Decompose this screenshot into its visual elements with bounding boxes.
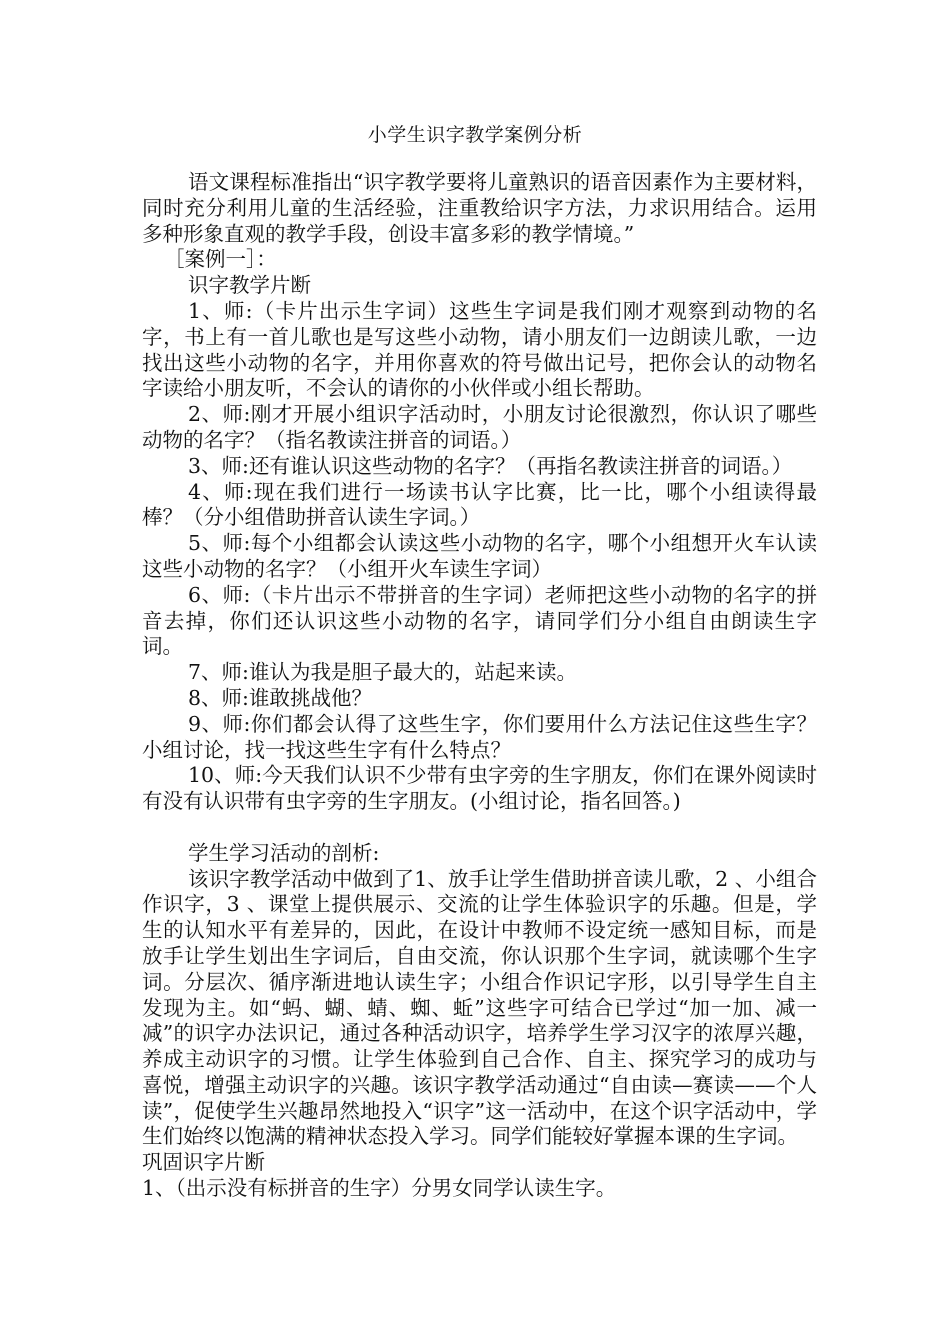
section-heading: 巩固识字片断	[142, 1150, 265, 1175]
list-item: 6、师:（卡片出示不带拼音的生字词）老师把这些小动物的名字的拼音去掉，你们还认识这些小动物的名字，请同学们分小组自由朗读生字词。	[142, 582, 817, 659]
analysis-paragraph: 该识字教学活动中做到了1、放手让学生借助拼音读儿歌，2 、小组合作识字，3 、课堂上提供展示、交流的让学生体验识字的乐趣。但是，学生的认知水平有差异的，因此，在设计中教师不设定统一感知目标，而是放手让学生划出生字词后，自由交流，你认识那个生字词，就读哪个生字词。分层次、循序渐进地认读生字；小组合作识记字形，以引导学生自主发现为主。如“蚂、蝴、蜻、蜘、蚯”这些字可结合已学过“加一加、减一减”的识字办法识记，通过各种活动识字，培养学生学习汉字的浓厚兴趣，养成主动识字的习惯。让学生体验到自己合作、自主、探究学习的成功与喜悦，增强主动识字的兴趣。该识字教学活动通过“自由读—赛读——个人读”，促使学生兴趣昂然地投入“识字”这一活动中，在这个识字活动中，学生们始终以饱满的精神状态投入学习。同学们能较好掌握本课的生字词。	[142, 866, 817, 1149]
list-item: 1、（出示没有标拼音的生字）分男女同学认读生字。	[142, 1176, 617, 1201]
blank-line	[142, 815, 817, 841]
case-heading: ［案例一］：	[164, 247, 277, 272]
section-heading: 识字教学片断	[188, 273, 311, 298]
list-item: 2、师:刚才开展小组识字活动时，小朋友讨论很激烈，你认识了哪些动物的名字？（指名教读注拼音的词语。）	[142, 402, 817, 452]
list-item: 5、师:每个小组都会认读这些小动物的名字，哪个小组想开火车认读这些小动物的名字？（小组开火车读生字词）	[142, 531, 817, 581]
list-item: 9、师:你们都会认得了这些生字，你们要用什么方法记住这些生字？小组讨论，找一找这些生字有什么特点？	[142, 711, 817, 762]
intro-paragraph: 语文课程标准指出“识字教学要将儿童熟识的语音因素作为主要材料，同时充分利用儿童的生活经验，注重教给识字方法，力求识用结合。运用多种形象直观的教学手段，创设丰富多彩的教学情境。”	[142, 170, 817, 246]
list-item: 8、师:谁敢挑战他？	[188, 685, 372, 710]
section-heading: 学生学习活动的剖析:	[188, 840, 380, 865]
document-body	[142, 170, 817, 1202]
page-title: 小学生识字教学案例分析	[367, 124, 583, 146]
list-item: 4、师:现在我们进行一场读书认字比赛，比一比，哪个小组读得最棒？（分小组借助拼音认读生字词。）	[142, 479, 817, 530]
list-item: 3、师:还有谁认识这些动物的名字？（再指名教读注拼音的词语。）	[188, 453, 793, 478]
list-item: 1、师:（卡片出示生字词）这些生字词是我们刚才观察到动物的名字，书上有一首儿歌也是写这些小动物，请小朋友们一边朗读儿歌，一边找出这些小动物的名字，并用你喜欢的符号做出记号，把你会认的动物名字读给小朋友听，不会认的请你的小伙伴或小组长帮助。	[142, 298, 817, 401]
list-item: 7、师:谁认为我是胆子最大的，站起来读。	[188, 660, 577, 685]
list-item: 10、师:今天我们认识不少带有虫字旁的生字朋友，你们在课外阅读时有没有认识带有虫字旁的生字朋友。(小组讨论，指名回答。)	[142, 763, 817, 814]
